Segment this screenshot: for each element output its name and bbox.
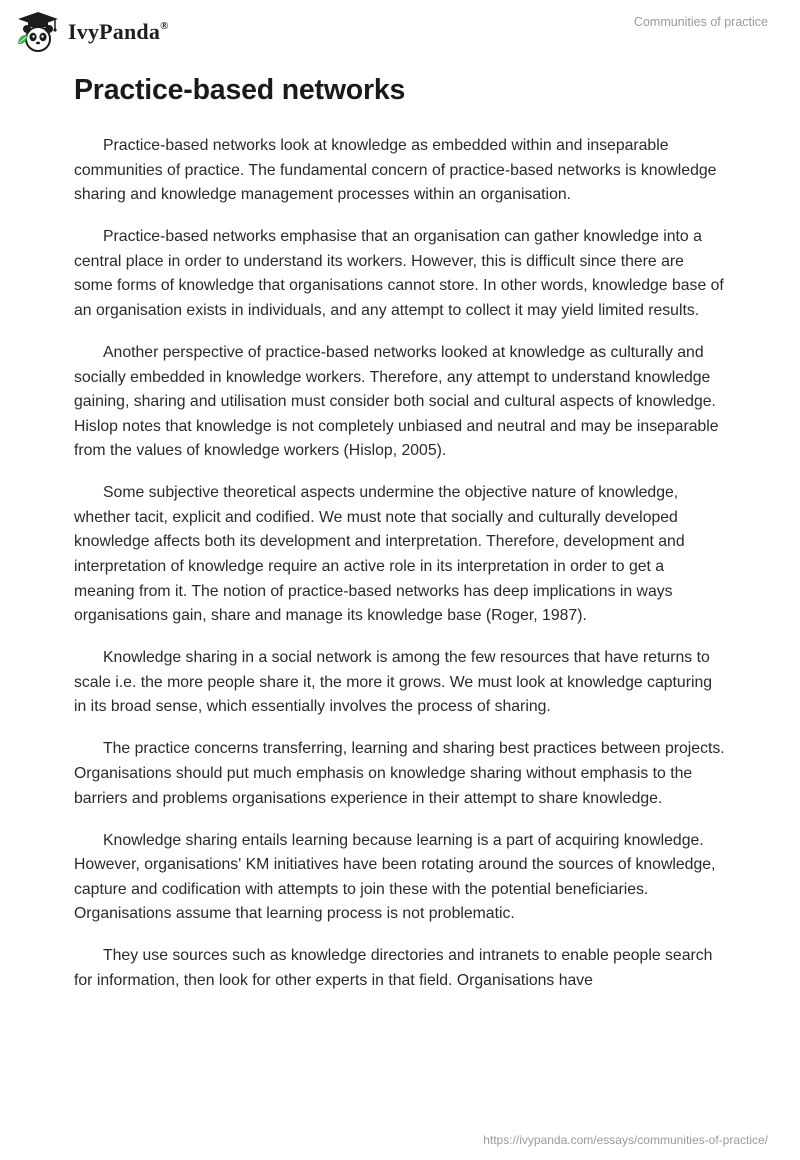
page-title: Practice-based networks [74, 74, 406, 106]
document-category-label: Communities of practice [633, 15, 768, 29]
paragraph: Practice-based networks look at knowledge as embedded within and inseparable communities of practice. The fundamental concern of practice-based networks is knowledge sharing and knowledge management processes within an organisation. [74, 137, 717, 204]
paragraph: They use sources such as knowledge directories and intranets to enable people search for information, then look for other experts in that field. Organisations have [74, 947, 713, 989]
paragraph: Some subjective theoretical aspects undermine the objective nature of knowledge, whether tacit, explicit and codified. We must note that socially and culturally developed knowledge affects both its development and interpretation. Therefore, development and interpretation of knowledge require an active role in its interpretation in order to get a meaning from it. The notion of practice-based networks has deep implications in ways organisations gain, share and manage its knowledge base (Roger, 1987). [74, 484, 685, 625]
paragraph: Practice-based networks emphasise that an organisation can gather knowledge into a central place in order to understand its workers. However, this is difficult since there are some forms of knowledge that organisations cannot store. In other words, knowledge base of an organisation exists in individuals, and any attempt to collect it may yield limited results. [74, 228, 724, 319]
paragraph: Knowledge sharing in a social network is among the few resources that have returns to scale i.e. the more people share it, the more it grows. We must look at knowledge capturing in its broad sense, which essentially involves the process of sharing. [74, 649, 713, 716]
trademark-symbol: ® [160, 19, 169, 32]
paragraph: Another perspective of practice-based networks looked at knowledge as culturally and socially embedded in knowledge workers. Therefore, any attempt to understand knowledge gaining, sharing and utilisation must consider both social and cultural aspects of knowledge. Hislop notes that knowledge is not completely unbiased and neutral and may be inseparable from the values of knowledge workers (Hislop, 2005). [74, 343, 719, 460]
paragraph: The practice concerns transferring, learning and sharing best practices between projects. Organisations should put much emphasis on knowledge sharing without emphasis to the barriers and problems organisations experience in their attempt to share knowledge. [74, 740, 725, 807]
source-url[interactable]: https://ivypanda.com/essays/communities-of-practice/ [483, 1133, 768, 1147]
panda-logo-icon [14, 10, 62, 54]
paragraph: Knowledge sharing entails learning because learning is a part of acquiring knowledge. However, organisations' KM initiatives have been rotating around the sources of knowledge, capture and codification with attempts to join these with the potential beneficiaries. Organisations assume that learning process is not problematic. [74, 831, 716, 923]
site-logo[interactable] [14, 8, 169, 56]
article-body [74, 134, 726, 1011]
brand-name: IvyPanda® [68, 19, 169, 44]
page-header [0, 0, 800, 64]
